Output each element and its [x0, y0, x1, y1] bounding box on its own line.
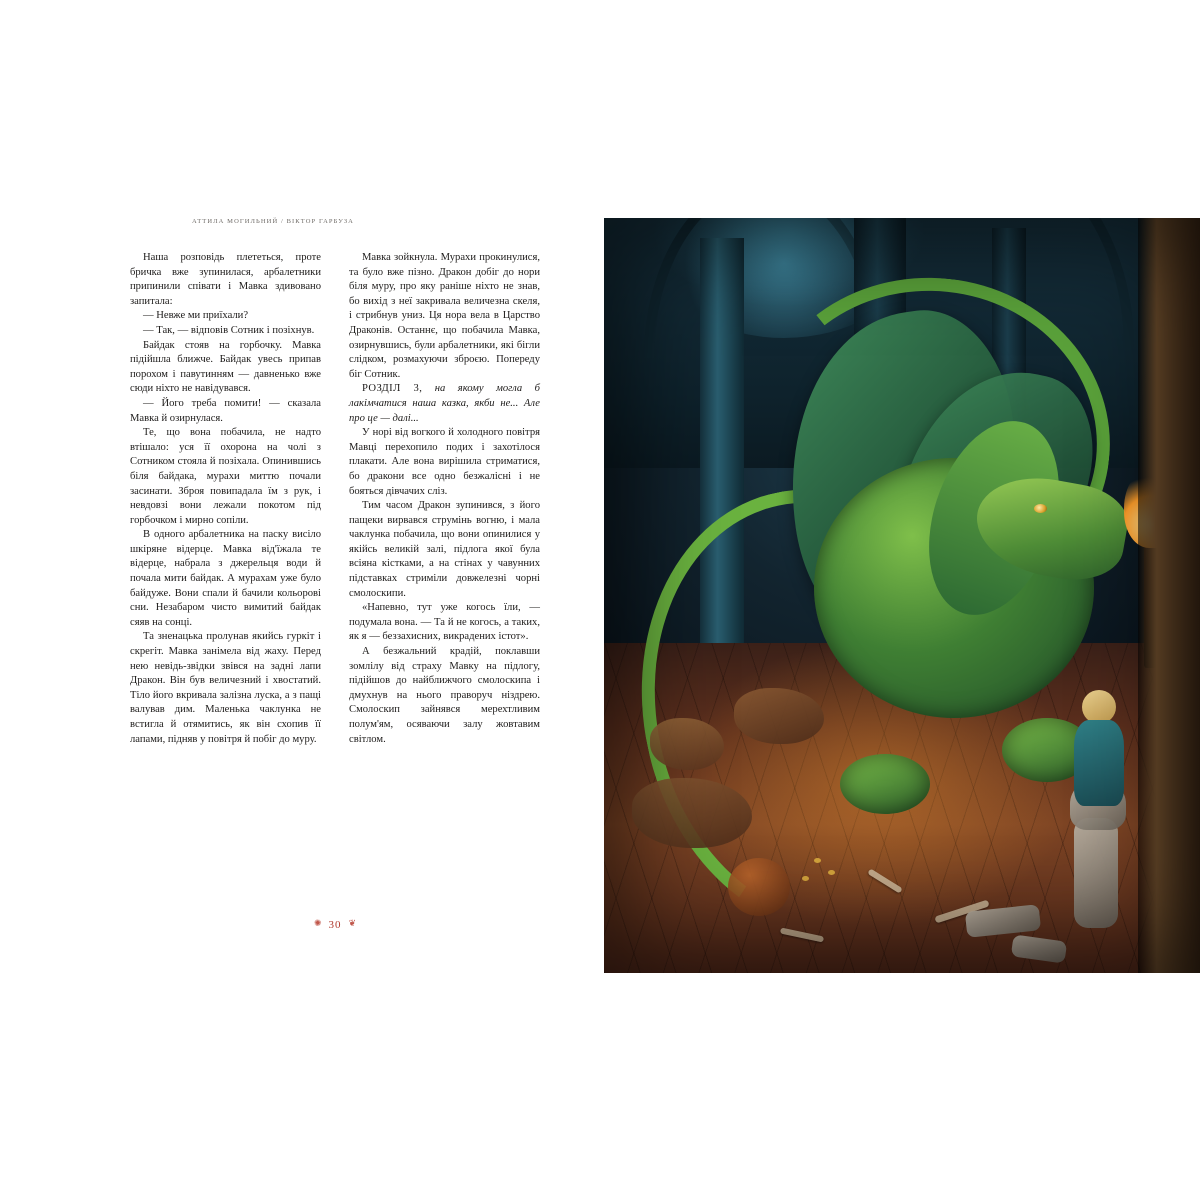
- paragraph: — Так, — відповів Сотник і позіхнув.: [143, 324, 315, 336]
- chapter-label: РОЗДІЛ 3,: [362, 383, 423, 395]
- girl-head: [1082, 690, 1116, 724]
- paragraph: — Його треба помити! — сказала Мавка й озирнулася.: [130, 397, 321, 424]
- paragraph: У норі від вогкого й холодного повітря Мавці перехопило подих і захотілося плакати. Але вона вирішила стриматися, бо дракони все одно безжалісні і не бояться дівчачих сліз.: [349, 427, 540, 497]
- chapter-heading: [349, 382, 540, 426]
- page-number: 30: [328, 919, 342, 931]
- running-head: АТТИЛА МОГИЛЬНИЙ / ВІКТОР ГАРБУЗА: [192, 218, 354, 225]
- paragraph: Та зненацька пролунав якийсь гуркіт і скрегіт. Мавка занімела від жаху. Перед нею невідь-звідки звівся на задні лапи Дракон. Він був величезний і хвостатий. Тіло його вкривала залізна луска, а з пащі валував дим. Маленька чаклунка не встигла й отямитись, як він схопив її лапами, підняв у повітря й побіг до муру.: [130, 631, 321, 745]
- chapter-subtitle: на якому могла б лакімчатися наша казка, якби не... Але про це — далі...: [349, 383, 540, 424]
- left-text-page: [130, 218, 540, 978]
- dragon-illustration: [604, 218, 1200, 973]
- coin: [828, 870, 835, 875]
- paragraph: — Невже ми приїхали?: [143, 310, 249, 322]
- dragon-claw-left: [840, 754, 930, 814]
- paragraph: «Напевно, тут уже когось їли, — подумала вона. — Та й не когось, а таких, як я — беззахисних, викрадених істот».: [349, 602, 540, 643]
- paragraph: Наша розповідь плететься, проте бричка вже зупинилася, арбалетники припинили співати і Мавка здивовано запитала:: [130, 252, 321, 307]
- paragraph: Мавка зойкнула. Мурахи прокинулися, та було вже пізно. Дракон добіг до нори біля муру, про яку раніше ніхто не знав, бо вихід з неї закривала величезна скеля, і стрибнув униз. Ця нора вела в Царство Драконів. Останнє, що побачила Мавка, озирнувшись, були арбалетники, які бігли слідком, розмахуючи зброєю. Попереду біг Сотник.: [349, 252, 540, 380]
- girl-body: [1074, 720, 1124, 806]
- paragraph: Байдак стояв на горбочку. Мавка підійшла ближче. Байдак увесь припав порохом і павутинням — давненько вже сюди ніхто не навідувався.: [130, 339, 321, 395]
- door-frame: [1138, 218, 1200, 973]
- paragraph: Тим часом Дракон зупинився, з його пащеки вирвався струмінь вогню, і мала чаклунка побачила, що вони опинилися у якійсь великій залі, підлога якої була всіяна кістками, а на стінах у чавунних підставках стриміли довжелезні чорні смолоскипи.: [349, 500, 540, 599]
- coin: [814, 858, 821, 863]
- paragraph: Те, що вона побачила, не надто втішало: уся її охорона на чолі з Сотником стояла й позіхала. Опинившись біля байдака, мурахи миттю почали засинати. Зброя повипадала їм з рук, і невдовзі вони лежали покотом під горбочком і мирно сопіли.: [130, 427, 321, 526]
- folio-ornament-left: ✺: [313, 918, 322, 928]
- column-one: [130, 251, 321, 747]
- right-illustration-page: [604, 218, 1200, 973]
- folio-ornament-right: ❦: [348, 918, 357, 928]
- armor-leg: [1074, 818, 1118, 928]
- paragraph: А безжальний крадій, поклавши зомлілу від страху Мавку на підлогу, підійшов до найближчого смолоскипа і дмухнув на нього праворуч ніздрею. Смолоскип зайнявся мерехтливим полум'ям, осяваючи залу жовтавим світлом.: [349, 646, 540, 745]
- clay-pot: [728, 858, 790, 916]
- column-two: [349, 251, 540, 747]
- coin: [802, 876, 809, 881]
- dragon-eye: [1034, 504, 1047, 513]
- page-folio: [130, 918, 540, 931]
- text-columns: [130, 251, 540, 747]
- paragraph: В одного арбалетника на паску висіло шкіряне відерце. Мавка від'їжала те відерце, набрала з джерельця води й почала мити байдак. А мурахам уже було байдуже. Вони спали й бачили кольорові сни. Незабаром чисто вимитий байдак сяяв на сонці.: [130, 529, 321, 628]
